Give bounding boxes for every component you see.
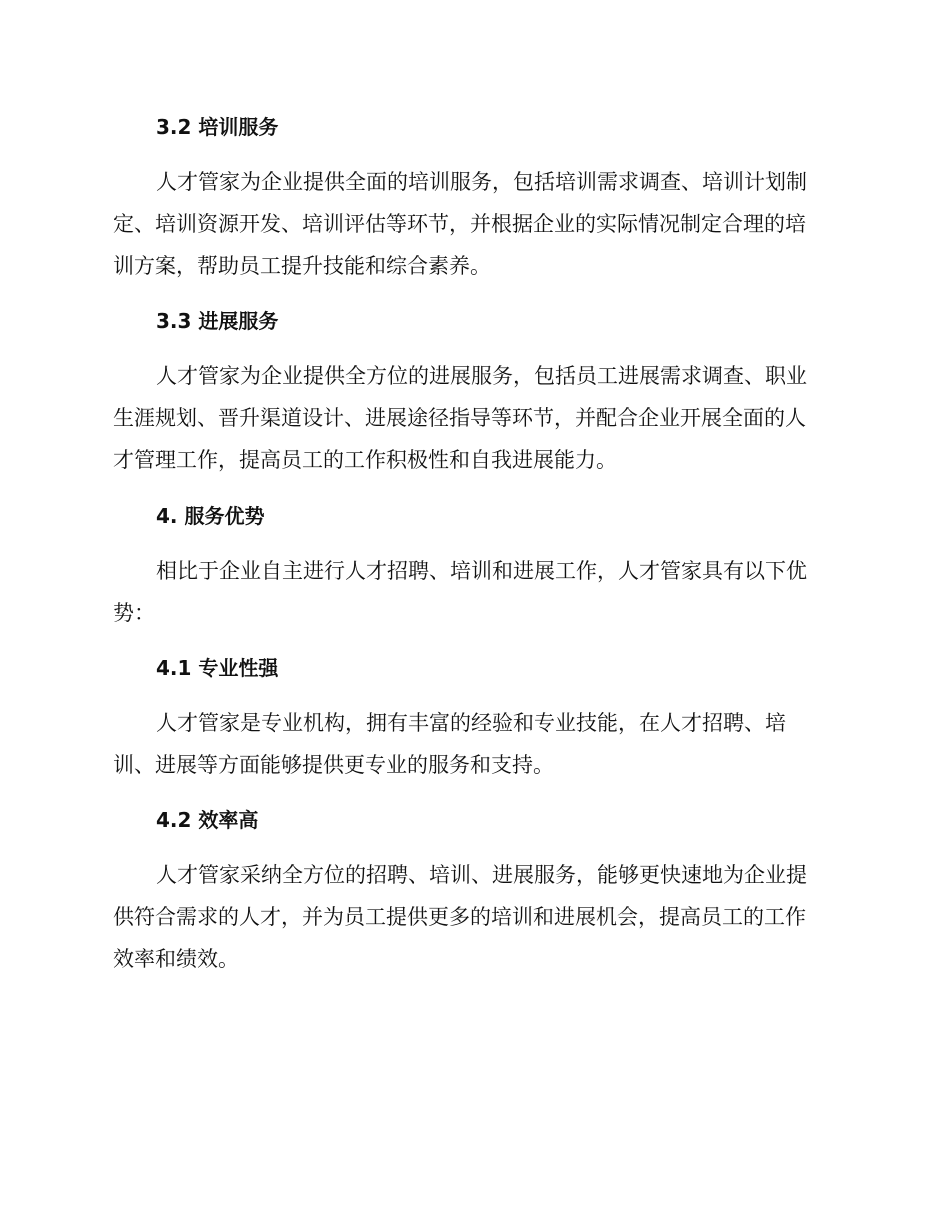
section-heading-3-2: 3.2 培训服务	[156, 115, 279, 139]
section-paragraph-4-2	[113, 854, 843, 980]
paragraph-line: 人才管家是专业机构，拥有丰富的经验和专业技能，在人才招聘、培	[156, 711, 786, 735]
paragraph-line: 势：	[113, 601, 155, 625]
section-heading-3-3: 3.3 进展服务	[156, 309, 279, 333]
paragraph-line: 才管理工作，提高员工的工作积极性和自我进展能力。	[113, 448, 617, 472]
section-paragraph-4	[113, 550, 843, 634]
section-heading-4-1: 4.1 专业性强	[156, 656, 279, 680]
section-paragraph-3-2	[113, 161, 843, 287]
paragraph-line: 训方案，帮助员工提升技能和综合素养。	[113, 254, 491, 278]
paragraph-line: 相比于企业自主进行人才招聘、培训和进展工作，人才管家具有以下优	[156, 559, 807, 583]
paragraph-line: 人才管家采纳全方位的招聘、培训、进展服务，能够更快速地为企业提	[156, 863, 807, 887]
paragraph-line: 生涯规划、晋升渠道设计、进展途径指导等环节，并配合企业开展全面的人	[113, 406, 806, 430]
section-paragraph-3-3	[113, 355, 843, 481]
paragraph-line: 定、培训资源开发、培训评估等环节，并根据企业的实际情况制定合理的培	[113, 212, 806, 236]
section-heading-4: 4. 服务优势	[156, 504, 265, 528]
paragraph-line: 训、进展等方面能够提供更专业的服务和支持。	[113, 753, 554, 777]
section-paragraph-4-1	[113, 702, 843, 786]
section-heading-4-2: 4.2 效率高	[156, 808, 259, 832]
paragraph-line: 人才管家为企业提供全面的培训服务，包括培训需求调查、培训计划制	[156, 170, 807, 194]
paragraph-line: 效率和绩效。	[113, 947, 239, 971]
paragraph-line: 人才管家为企业提供全方位的进展服务，包括员工进展需求调查、职业	[156, 364, 807, 388]
paragraph-line: 供符合需求的人才，并为员工提供更多的培训和进展机会，提高员工的工作	[113, 905, 806, 929]
